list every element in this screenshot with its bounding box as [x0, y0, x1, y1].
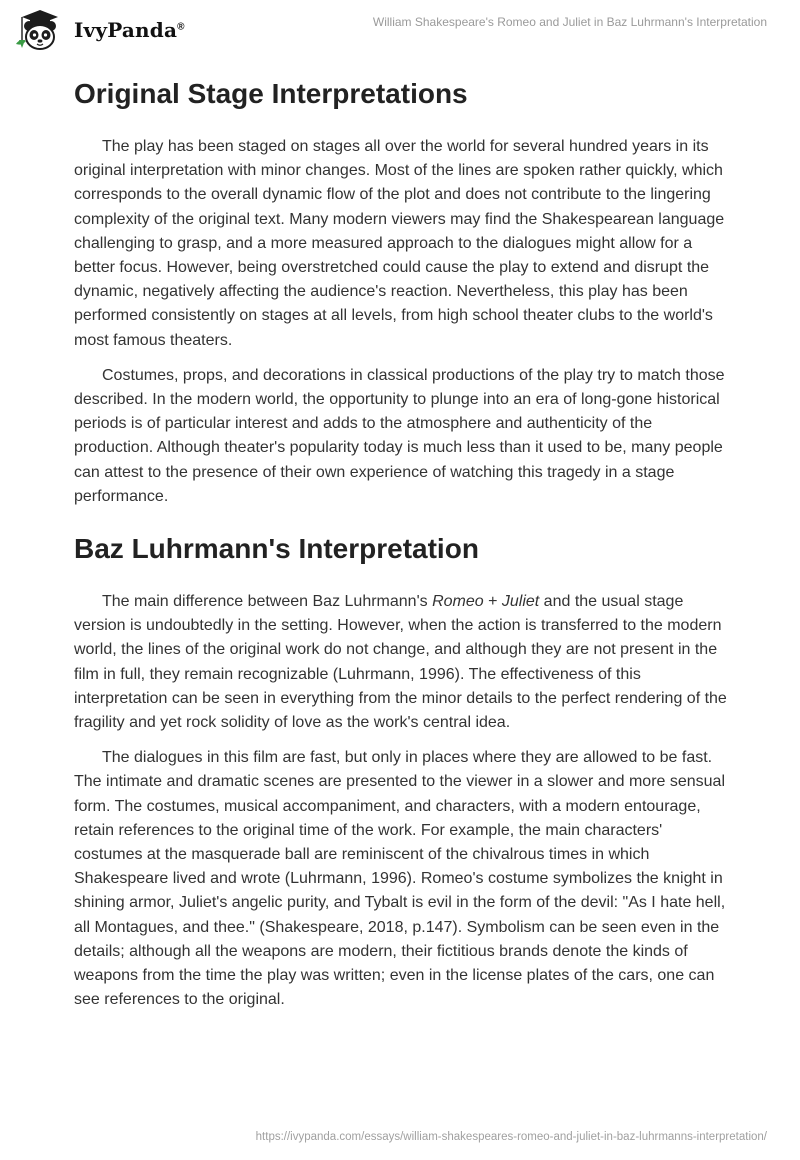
film-title-joiner: + [483, 593, 502, 611]
registered-mark: ® [177, 21, 185, 33]
paragraph-text: and the usual stage version is undoubtedly in the setting. However, when the action is transferred to the modern world, the lines of the original work do not change, and although they are not present in the film in full, they remain recognizable (Luhrmann, 1996). The effectiveness of this interpretation can be seen in everything from the minor details to the perfect rendering of the fragility and yet rock solidity of love as the work's central idea. [74, 593, 727, 732]
film-title-romeo: Romeo [432, 593, 484, 611]
brand-name-text: IvyPanda [74, 18, 178, 42]
paragraph: The dialogues in this film are fast, but only in places where they are allowed to be fast. The intimate and dramatic scenes are presented to the viewer in a slower and more sensual form. The costumes, musical accompaniment, and characters, with a modern entourage, retain references to the original time of the work. For example, the main characters' costumes at the masquerade ball are reminiscent of the chivalrous times in which Shakespeare lived and wrote (Luhrmann, 1996). Romeo's costume symbolizes the knight in shining armor, Juliet's angelic purity, and Tybalt is evil in the form of the devil: "As I hate hell, all Montagues, and thee." (Shakespeare, 2018, p.147). Symbolism can be seen even in the details; although all the weapons are modern, their fictitious brands denote the kinds of weapons from the time the play was written; even in the license plates of the cars, one can see references to the original. [74, 749, 726, 1009]
document-title: William Shakespeare's Romeo and Juliet in Baz Luhrmann's Interpretation [372, 15, 767, 29]
paragraph: The play has been staged on stages all over the world for several hundred years in its original interpretation with minor changes. Most of the lines are spoken rather quickly, which corresponds to the overall dynamic flow of the plot and does not contribute to the lingering complexity of the original text. Many modern viewers may find the Shakespearean language challenging to grasp, and a more measured approach to the dialogues might allow for a better focus. However, being overstretched could cause the play to extend and disrupt the dynamic, negatively affecting the audience's reaction. Nevertheless, this play has been performed consistently on stages at all levels, from high school theater clubs to the world's most famous theaters. [74, 138, 725, 349]
ivypanda-logo[interactable] [14, 8, 185, 52]
paragraph: Costumes, props, and decorations in classical productions of the play try to match those described. In the modern world, the opportunity to plunge into an era of long-gone historical periods is of particular interest and adds to the atmosphere and authenticity of the production. Although theater's popularity today is much less than it used to be, many people can attest to the presence of their own experience of watching this tragedy in a stage performance. [74, 366, 725, 505]
section-heading-original-stage: Original Stage Interpretations [74, 78, 468, 109]
brand-name [74, 18, 185, 42]
paragraph [74, 590, 728, 735]
panda-graduation-cap-icon [14, 8, 66, 52]
paragraph-text: The main difference between Baz Luhrmann's [102, 593, 433, 611]
page-header [0, 0, 800, 60]
essay-content [74, 68, 728, 1024]
section-heading-baz-luhrmann: Baz Luhrmann's Interpretation [74, 533, 479, 565]
source-url[interactable]: https://ivypanda.com/essays/william-shakespeares-romeo-and-juliet-in-baz-luhrmanns-interpretation/ [255, 1131, 767, 1143]
film-title-juliet: Juliet [501, 593, 540, 611]
